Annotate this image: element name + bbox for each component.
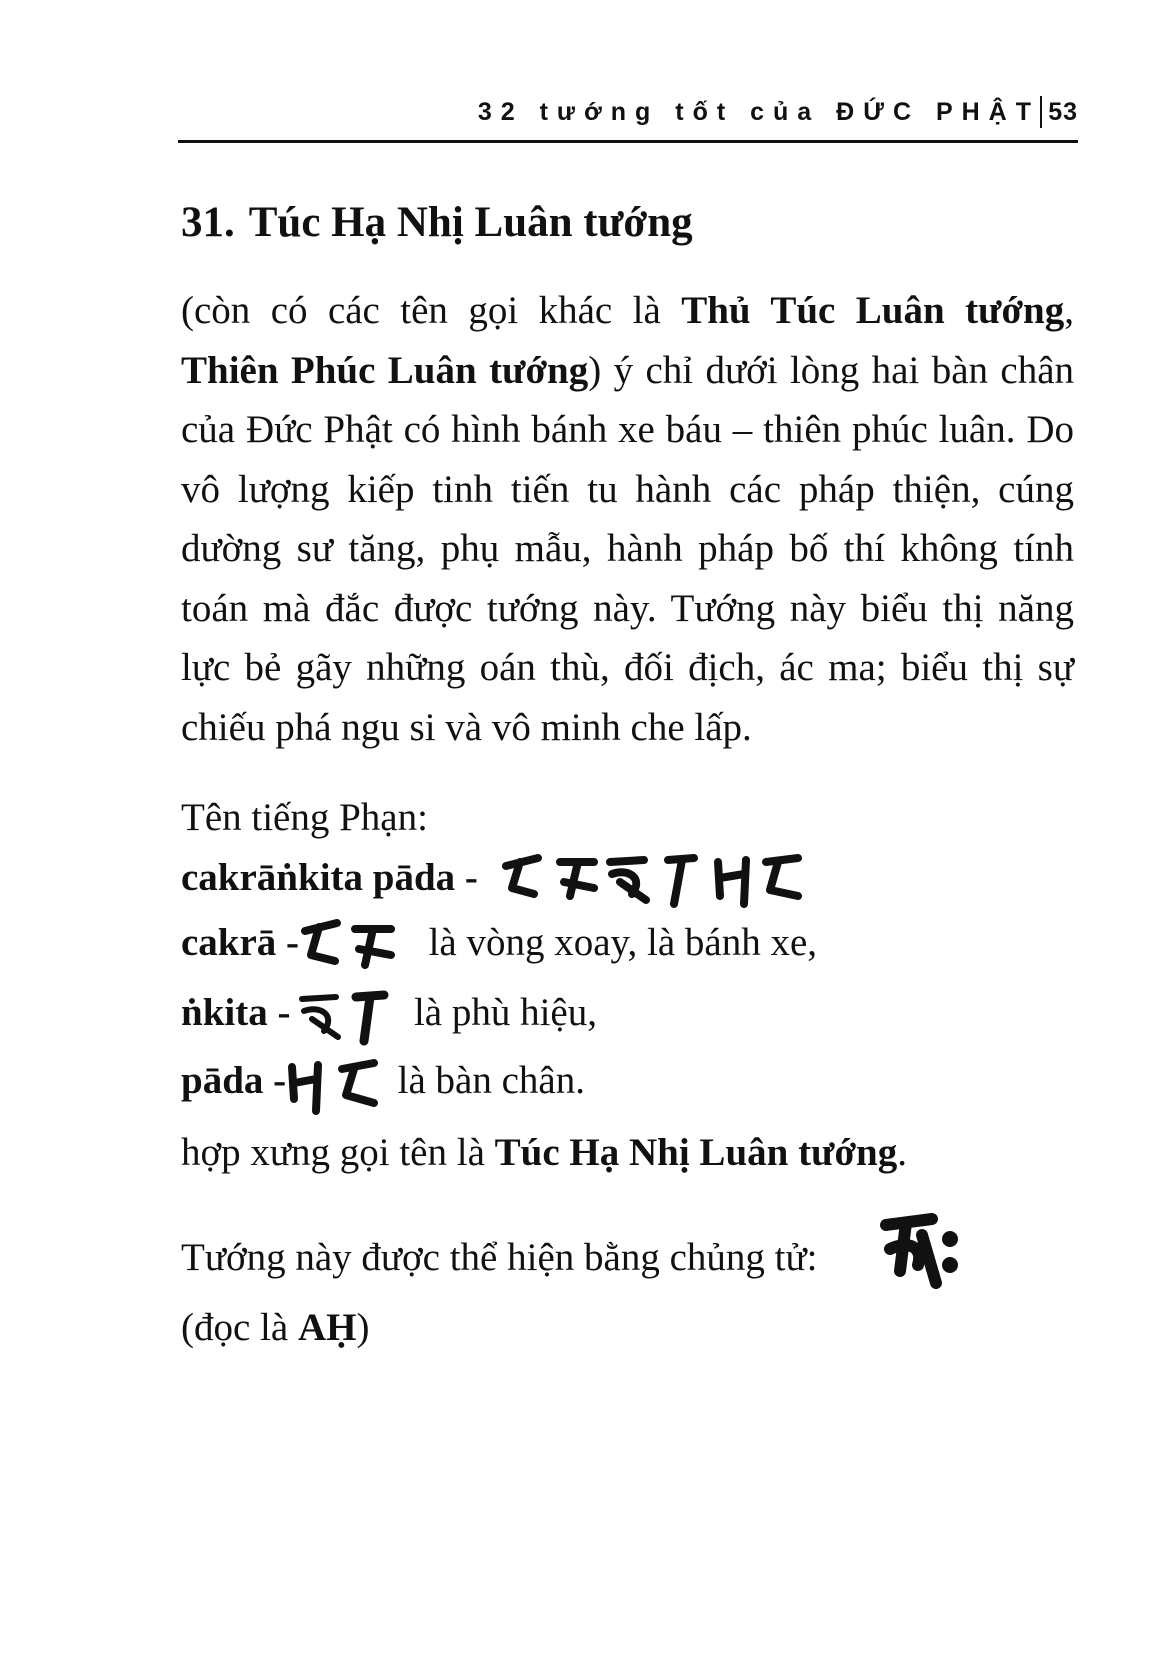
paragraph-text: (còn có các tên gọi khác là [181, 289, 682, 332]
seed-syllable-line: Tướng này được thể hiện bằng chủng tử: [181, 1236, 818, 1279]
reading-prefix: (đọc là [181, 1306, 298, 1349]
header-divider [1040, 96, 1042, 128]
combined-name-line [181, 1130, 907, 1175]
siddham-ah-seed-icon [876, 1205, 966, 1295]
section-number: 31. [181, 199, 235, 246]
combined-term: Túc Hạ Nhị Luân tướng [494, 1131, 898, 1174]
alt-name-2: Thiên Phúc Luân tướng [181, 348, 589, 392]
running-header [178, 92, 1078, 143]
alt-name-1: Thủ Túc Luân tướng [681, 289, 1065, 332]
paragraph-text: ) ý chỉ dưới lòng hai bàn chân của Đức Phật có hình bánh xe báu – thiên phúc luân. Do vô lượng kiếp tinh tiến tu hành các pháp thiện, cúng dường sư tăng, phụ mẫu, hành pháp bố thí không tính toán mà đắc được tướng này. Tướng này biểu thị năng lực bẻ gãy những oán thù, đối địch, ác ma; biểu thị sự chiếu phá ngu si và vô minh che lấp. [181, 348, 1075, 749]
sanskrit-term: pāda - [181, 1059, 287, 1102]
running-title: 32 tướng tốt của ĐỨC PHẬT [477, 98, 1040, 126]
siddham-ankita-icon [296, 985, 396, 1045]
combined-end: . [897, 1131, 907, 1174]
siddham-script-full-icon [498, 848, 828, 908]
combined-text: hợp xưng gọi tên là [181, 1131, 495, 1174]
section-title-text: Túc Hạ Nhị Luân tướng [248, 199, 693, 246]
sanskrit-meaning: là phù hiệu, [413, 991, 597, 1034]
reading-value: AḤ [297, 1306, 357, 1349]
sanskrit-label: Tên tiếng Phạn: [181, 796, 428, 839]
page-number: 53 [1048, 98, 1078, 126]
sanskrit-part-row [181, 920, 817, 965]
siddham-pada-icon [284, 1055, 384, 1115]
siddham-cakra-icon [295, 915, 405, 975]
sanskrit-meaning: là bàn chân. [397, 1059, 585, 1102]
sanskrit-term: cakrā - [181, 921, 300, 964]
sanskrit-term: ṅkita - [181, 991, 291, 1034]
sanskrit-meaning: là vòng xoay, là bánh xe, [428, 921, 818, 964]
reading-line [181, 1305, 369, 1350]
paragraph-text: , [1064, 289, 1074, 332]
body-paragraph [181, 281, 1074, 757]
sanskrit-full-term: cakrāṅkita pāda - [181, 856, 478, 899]
section-title [181, 198, 693, 247]
reading-suffix: ) [356, 1306, 370, 1349]
